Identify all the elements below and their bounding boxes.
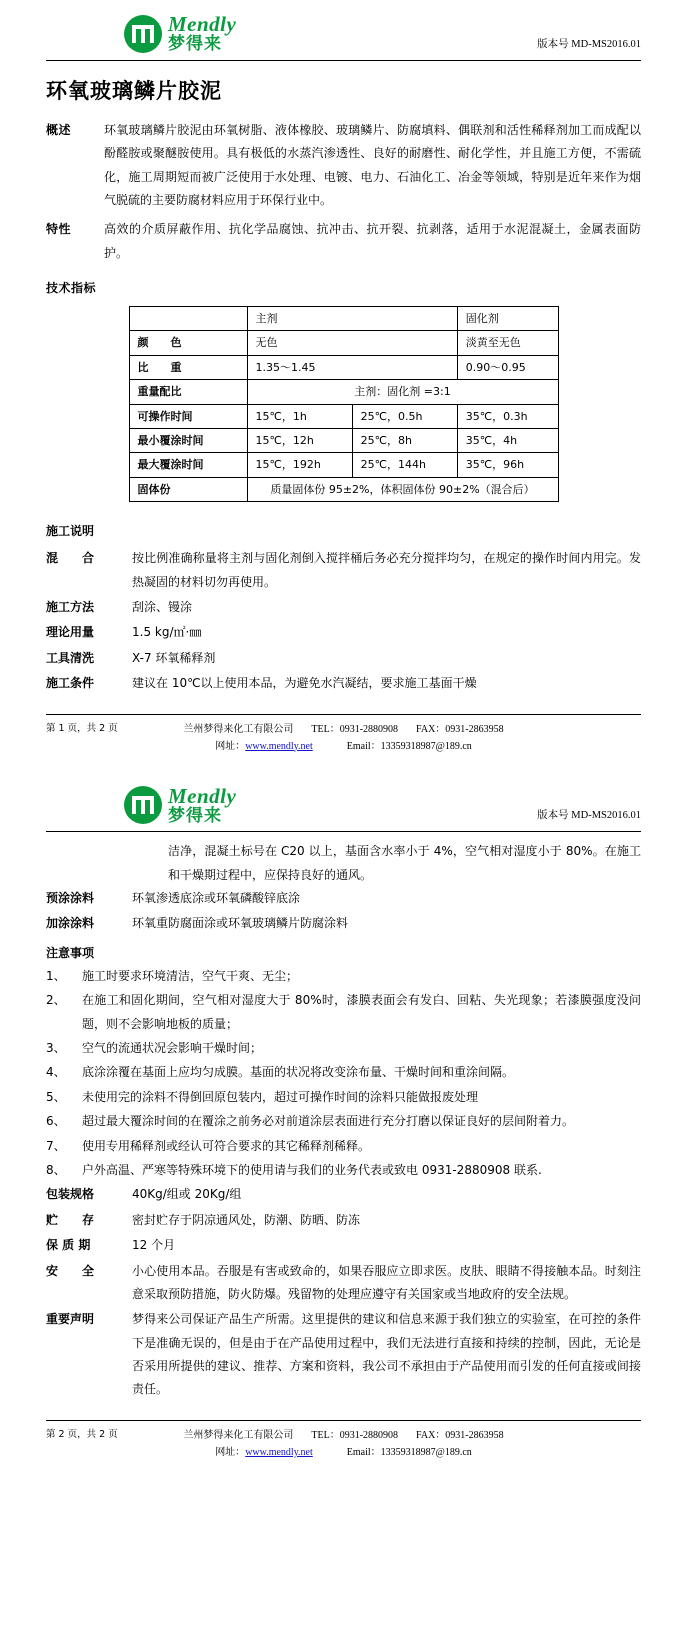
brand-name-en: Mendly: [168, 12, 237, 36]
cell-max-recoat-25: 25℃，144h: [352, 453, 457, 477]
row-label-min-recoat: 最小覆涂时间: [129, 429, 247, 453]
footer-fax-2: FAX：0931-2863958: [416, 1429, 504, 1441]
construction-value-cleaning: X-7 环氧稀释剂: [132, 650, 216, 665]
cell-density-main: 1.35～1.45: [247, 355, 457, 379]
footer-web-link-1[interactable]: www.mendly.net: [245, 740, 313, 752]
note-item: [46, 1135, 641, 1158]
note-text-7: 使用专用稀释剂或经认可符合要求的其它稀释剂稀释。: [82, 1138, 371, 1153]
cell-max-recoat-15: 15℃，192h: [247, 453, 352, 477]
page-number-2: 第 2 页，共 2 页: [46, 1428, 118, 1440]
note-text-1: 施工时要求环境清洁，空气干爽、无尘；: [82, 968, 299, 983]
cell-pot-life-25: 25℃，0.5h: [352, 404, 457, 428]
shelf-life-row: [46, 1234, 641, 1257]
footer-web-group-2: [215, 1443, 313, 1458]
footer-email-2: 13359318987@189.cn: [380, 1446, 472, 1458]
cell-pot-life-35: 35℃，0.3h: [457, 404, 558, 428]
cell-max-recoat-35: 35℃，96h: [457, 453, 558, 477]
brand-logo-2: [124, 783, 237, 826]
page-2: [0, 772, 687, 1458]
row-label-max-recoat: 最大覆涂时间: [129, 453, 247, 477]
footer-page-2: [46, 1420, 641, 1458]
page-1: [0, 0, 687, 752]
note-text-8: 户外高温、严寒等特殊环境下的使用请与我们的业务代表或致电 0931-2880908 联系.: [82, 1162, 542, 1177]
disclaimer-row: [46, 1308, 641, 1402]
footer-tel-1: TEL：0931-2880908: [311, 723, 399, 735]
attention-title: 注意事项: [46, 945, 95, 960]
feature-text: 高效的介质屏蔽作用、抗化学品腐蚀、抗冲击、抗开裂、抗剥落，适用于水泥混凝土，金属表面防护。: [104, 222, 641, 260]
precoat-value: 环氧渗透底涂或环氧磷酸锌底涂: [132, 891, 301, 906]
construction-value-conditions: 建议在 10℃以上使用本品，为避免水汽凝结，要求施工基面干燥: [132, 676, 477, 691]
table-header-row: [129, 307, 558, 331]
page-separator: [0, 752, 687, 772]
topcoat-row: [46, 912, 641, 935]
construction-title: 施工说明: [46, 524, 95, 539]
packaging-row: [46, 1183, 641, 1206]
row-label-pot-life: 可操作时间: [129, 404, 247, 428]
cell-min-recoat-25: 25℃，8h: [352, 429, 457, 453]
cell-ratio-value: 主剂：固化剂 =3:1: [247, 380, 558, 404]
footer-email-group-2: [347, 1443, 472, 1458]
construction-key-method: 施工方法: [46, 599, 95, 614]
storage-value: 密封贮存于阴凉通风处，防潮、防晒、防冻: [132, 1212, 361, 1227]
overview-section: [46, 119, 641, 213]
safety-key: 安 全: [46, 1263, 95, 1278]
tech-index-label: 技术指标: [46, 281, 97, 296]
brand-logo-text-2: [168, 783, 237, 826]
topcoat-key: 加涂涂料: [46, 916, 95, 931]
construction-value-mix: 按比例准确称量将主剂与固化剂倒入搅拌桶后务必充分搅拌均匀，在规定的操作时间内用完。发热凝固的材料切勿再使用。: [132, 551, 641, 589]
note-number-4: 4、: [46, 1065, 66, 1080]
note-text-4: 底涂涂覆在基面上应均匀成膜。基面的状况将改变涂布量、干燥时间和重涂间隔。: [82, 1065, 515, 1080]
table-row: [129, 453, 558, 477]
brand-name-cn-2: 梦得来: [168, 805, 222, 826]
construction-key-cleaning: 工具清洗: [46, 650, 95, 665]
note-text-2: 在施工和固化期间，空气相对湿度大于 80%时，漆膜表面会有发白、回粘、失光现象；若漆膜强度没问题，则不会影响地板的质量；: [82, 993, 641, 1031]
cell-solids-value: 质量固体份 95±2%，体积固体份 90±2%（混合后）: [247, 477, 558, 501]
topcoat-value: 环氧重防腐面涂或环氧玻璃鳞片防腐涂料: [132, 916, 349, 931]
cell-color-main: 无色: [247, 331, 457, 355]
table-row: [129, 331, 558, 355]
document-header-2: [46, 772, 641, 833]
table-row: [129, 404, 558, 428]
note-item: [46, 1086, 641, 1109]
construction-value-coverage: 1.5 kg/㎡·㎜: [132, 625, 202, 640]
construction-item-cleaning: [46, 647, 641, 670]
footer-tel-2: TEL：0931-2880908: [311, 1429, 399, 1441]
construction-value-method: 刮涂、镘涂: [132, 599, 193, 614]
brand-logo-text: [168, 14, 236, 54]
note-number-8: 8、: [46, 1162, 66, 1177]
footer-company-1: 兰州梦得来化工有限公司: [183, 723, 294, 735]
construction-item-conditions: [46, 672, 641, 695]
table-header-main: 主剂: [247, 307, 457, 331]
note-item: [46, 965, 641, 988]
note-number-7: 7、: [46, 1138, 66, 1153]
note-item: [46, 1037, 641, 1060]
page-number-1: 第 1 页，共 2 页: [46, 722, 118, 734]
table-header-hardener: 固化剂: [457, 307, 558, 331]
table-row: [129, 380, 558, 404]
table-row: [129, 355, 558, 379]
disclaimer-value: 梦得来公司保证产品生产所需。这里提供的建议和信息来源于我们独立的实验室，在可控的条件下是准确无误的，但是由于在产品使用过程中，我们无法进行直接和持续的控制，因此，无论是否采用所提供的建议、推荐、方案和资料，我公司不承担由于产品使用而引发的任何直接或间接责任。: [132, 1312, 641, 1397]
note-number-3: 3、: [46, 1041, 66, 1056]
construction-item-mix: [46, 547, 641, 594]
note-number-1: 1、: [46, 968, 66, 983]
storage-row: [46, 1209, 641, 1232]
document-header: [46, 0, 641, 61]
note-text-5: 未使用完的涂料不得倒回原包装内，超过可操作时间的涂料只能做报废处理: [82, 1089, 479, 1104]
construction-item-method: [46, 596, 641, 619]
footer-email-label-1: Email：: [346, 740, 381, 752]
footer-email-label-2: Email：: [346, 1446, 381, 1458]
cell-pot-life-15: 15℃，1h: [247, 404, 352, 428]
packaging-value: 40Kg/组或 20Kg/组: [132, 1187, 242, 1202]
footer-company-2: 兰州梦得来化工有限公司: [183, 1429, 294, 1441]
disclaimer-key: 重要声明: [46, 1312, 95, 1327]
row-label-density: 比 重: [129, 355, 247, 379]
table-row: [129, 477, 558, 501]
overview-text: 环氧玻璃鳞片胶泥由环氧树脂、液体橡胶、玻璃鳞片、防腐填料、偶联剂和活性稀释剂加工而成配以酚醛胺或聚醚胺使用。具有极低的水蒸汽渗透性、良好的耐磨性、耐化学性，并且施工方便，不需硫化，施工周期短而被广泛使用于水处理、电镀、电力、石油化工、冶金等领域，特别是近年来作为烟气脱硫的主要防腐材料应用于环保行业中。: [104, 122, 641, 207]
footer-web-link-2[interactable]: www.mendly.net: [245, 1446, 313, 1458]
table-row: [129, 429, 558, 453]
cell-density-hardener: 0.90～0.95: [457, 355, 558, 379]
safety-row: [46, 1260, 641, 1307]
shelf-life-value: 12 个月: [132, 1238, 176, 1253]
footer-page-1: [46, 714, 641, 752]
cell-min-recoat-15: 15℃，12h: [247, 429, 352, 453]
brand-logo: [124, 14, 236, 54]
shelf-life-key: 保 质 期: [46, 1238, 91, 1253]
version-number-p1: 版本号 MD-MS2016.01: [537, 38, 641, 50]
mendly-logo-icon: [124, 15, 162, 53]
overview-label: 概述: [46, 122, 72, 137]
note-number-2: 2、: [46, 993, 66, 1008]
precoat-key: 预涂涂料: [46, 891, 95, 906]
note-text-6: 超过最大覆涂时间的在覆涂之前务必对前道涂层表面进行充分打磨以保证良好的层间附着力。: [82, 1114, 575, 1129]
note-item: [46, 1110, 641, 1133]
feature-section: [46, 218, 641, 265]
note-item: [46, 989, 641, 1036]
cell-color-hardener: 淡黄至无色: [457, 331, 558, 355]
footer-web-label-1: 网址：: [215, 740, 246, 752]
brand-name-cn: 梦得来: [168, 34, 222, 55]
footer-web-group-1: [215, 737, 313, 752]
row-label-solids: 固体份: [129, 477, 247, 501]
row-label-color: 颜 色: [129, 331, 247, 355]
page-title: 环氧玻璃鳞片胶泥: [46, 78, 222, 103]
continued-paragraph: 洁净，混凝土标号在 C20 以上，基面含水率小于 4%，空气相对湿度小于 80%。在施工和干燥期过程中，应保持良好的通风。: [168, 844, 641, 882]
safety-value: 小心使用本品。吞服是有害或致命的，如果吞服应立即求医。皮肤、眼睛不得接触本品。时刻注意采取预防措施，防火防爆。残留物的处理应遵守有关国家或当地政府的安全法规。: [132, 1263, 641, 1301]
spec-table: [129, 306, 559, 502]
row-label-ratio: 重量配比: [129, 380, 247, 404]
footer-web-label-2: 网址：: [215, 1446, 246, 1458]
note-item: [46, 1061, 641, 1084]
cell-min-recoat-35: 35℃，4h: [457, 429, 558, 453]
table-header-blank: [129, 307, 247, 331]
note-item: [46, 1159, 641, 1182]
construction-key-conditions: 施工条件: [46, 676, 95, 691]
precoat-row: [46, 887, 641, 910]
note-text-3: 空气的流通状况会影响干燥时间；: [82, 1041, 263, 1056]
construction-key-mix: 混 合: [46, 551, 95, 566]
brand-name-en-2: Mendly: [168, 783, 237, 808]
footer-fax-1: FAX：0931-2863958: [416, 723, 504, 735]
feature-label: 特性: [46, 222, 72, 237]
note-number-5: 5、: [46, 1089, 66, 1104]
footer-email-1: 13359318987@189.cn: [380, 740, 472, 752]
storage-key: 贮 存: [46, 1212, 95, 1227]
packaging-key: 包装规格: [46, 1187, 95, 1202]
note-number-6: 6、: [46, 1114, 66, 1129]
construction-key-coverage: 理论用量: [46, 625, 95, 640]
mendly-logo-icon: [124, 786, 162, 824]
footer-email-group-1: [347, 737, 472, 752]
version-number-p2: 版本号 MD-MS2016.01: [537, 810, 641, 822]
construction-item-coverage: [46, 621, 641, 644]
